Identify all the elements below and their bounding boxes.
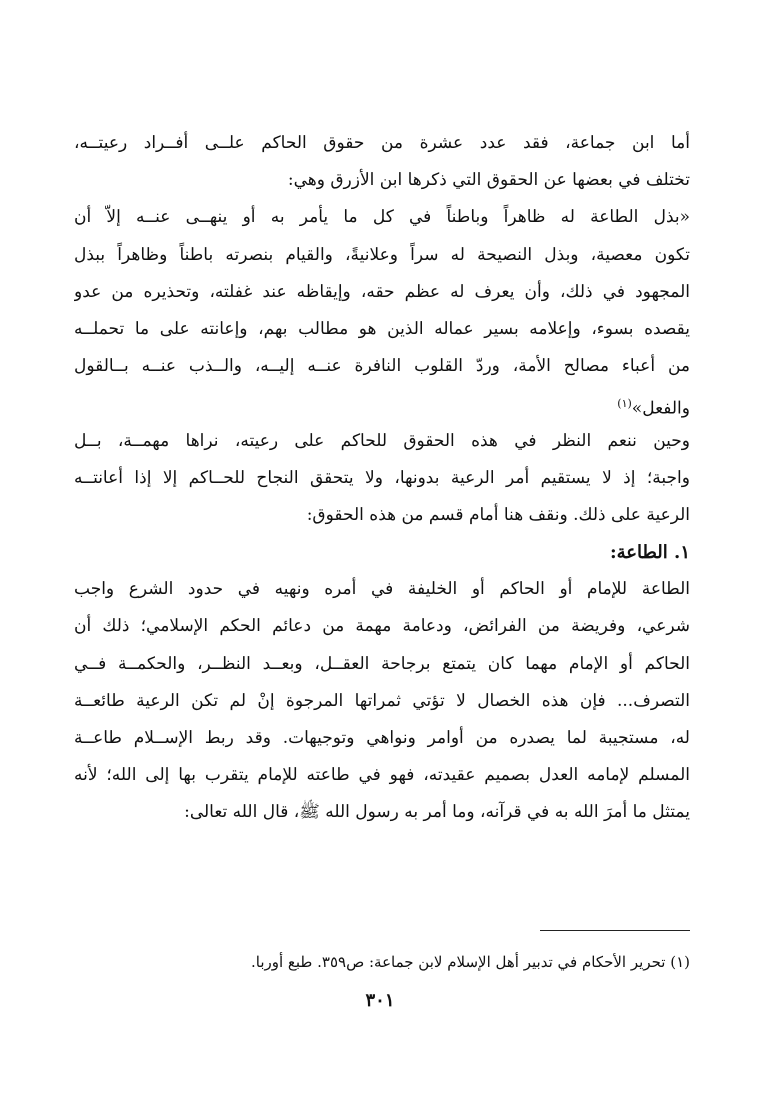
paragraph-line: التصرف... فإن هذه الخصال لا تؤتي ثمراتها المرجوة إنْ لم تكن الرعية طائعــة (74, 690, 690, 711)
paragraph-line: الطاعة للإمام أو الحاكم أو الخليفة في أمره ونهيه في حدود الشرع واجب (74, 579, 690, 600)
paragraph-line: المسلم لإمامه العدل بصميم عقيدته، فهو في طاعته للإمام يتقرب بها إلى الله؛ لأنه (74, 765, 690, 786)
paragraph-line: واجبة؛ إذ لا يستقيم أمر الرعية بدونها، ولا يتحقق النجاح للحــاكم إلا إذا أعانتــه (74, 467, 690, 488)
paragraph-line: وحين ننعم النظر في هذه الحقوق للحاكم على رعيته، نراها مهمــة، بــل (74, 430, 690, 451)
section-heading: ١. الطاعة: (610, 542, 690, 564)
quote-line: تكون معصية، وبذل النصيحة له سراً وعلانيةً، والقيام بنصرته باطناً وظاهراً ببذل (74, 244, 690, 265)
paragraph-line: أما ابن جماعة، فقد عدد عشرة من حقوق الحاكم علــى أفــراد رعيتــه، (74, 133, 690, 153)
quote-line: المجهود في ذلك، وأن يعرف له عظم حقه، وإيقاظه عند غفلته، وتحذيره من عدو (74, 281, 690, 302)
paragraph-line: يمتثل ما أمرَ الله به في قرآنه، وما أمر به رسول الله ﷺ، قال الله تعالى: (184, 802, 690, 823)
paragraph-line: تختلف في بعضها عن الحقوق التي ذكرها ابن الأزرق وهي: (287, 170, 690, 191)
paragraph-line: الحاكم أو الإمام مهما كان يتمتع برجاحة العقــل، وبعــد النظــر، والحكمــة فــي (74, 653, 690, 674)
footnote-divider (540, 930, 690, 931)
quote-line: يقصده بسوء، وإعلامه بسير عماله الذين هو مطالب بهم، وإعانته على ما تحملــه (74, 318, 690, 339)
quote-line: من أعباء مصالح الأمة، وردّ القلوب النافرة عنــه إليــه، والــذب عنــه بــالقول (74, 356, 690, 377)
paragraph-line: له، مستجيبة لما يصدره من أوامر ونواهي وتوجيهات. وقد ربط الإســلام طاعــة (74, 728, 690, 748)
quote-text: والفعل» (631, 398, 690, 419)
footnote-reference: (١) (617, 397, 632, 411)
quote-line: «بذل الطاعة له ظاهراً وباطناً في كل ما يأمر به أو ينهــى عنــه إلاّ أن (74, 207, 690, 228)
paragraph-line: شرعي، وفريضة من الفرائض، ودعامة مهمة من دعائم الحكم الإسلامي؛ ذلك أن (74, 616, 690, 637)
main-text (74, 125, 690, 832)
quote-line-last (74, 385, 690, 422)
page-number: ٣٠١ (365, 990, 395, 1011)
paragraph-line: الرعية على ذلك. ونقف هنا أمام قسم من هذه الحقوق: (306, 504, 690, 525)
footnote: (١) تحرير الأحكام في تدبير أهل الإسلام لابن جماعة: ص٣٥٩. طبع أوربا. (250, 953, 690, 971)
